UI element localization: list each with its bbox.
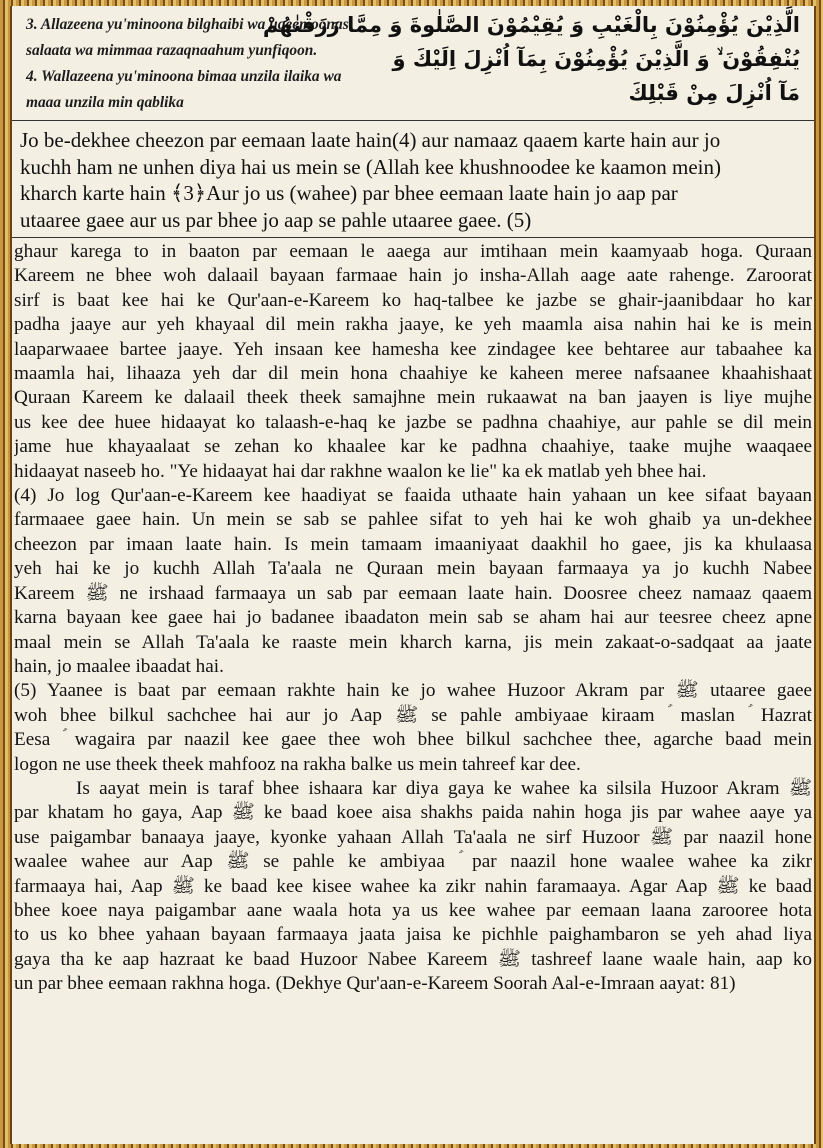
verse-header	[12, 6, 814, 121]
commentary-line: Is aayat mein is taraf bhee ishaara kar diya gaya ke wahee ka silsila Huzoor Akram ﷺ	[76, 777, 812, 799]
verse-translation-line: utaaree gaee aur us par bhee jo aap se pahle utaaree gaee. (5)	[20, 207, 532, 232]
commentary-line: farmaaee gaee hain. Un mein se sab se pahlee sifat to yeh hai ke woh ghaib ya un-dekhee	[14, 509, 812, 531]
commentary-block	[12, 238, 814, 997]
commentary-line: maal mein se Allah Ta'aala ke raaste mein kharch karna, jis mein zakaat-o-sadqaat aa jaate	[14, 631, 812, 653]
commentary-line: logon ne use theek theek mahfooz na rakha balke us mein tahreef kar dee.	[14, 753, 581, 775]
transliteration-line: 4. Wallazeena yu'minoona bimaa unzila ilaika wa	[26, 68, 342, 85]
commentary-line: Kareem ﷺ ne irshaad farmaaya un sab par eemaan laate hain. Doosree cheez namaaz qaaem	[14, 582, 812, 604]
commentary-line: us kee dee huee hidaayat ko talaash-e-haq ke jazbe se padhna chaahiye, aur pahle se dil mein	[14, 411, 812, 433]
commentary-line: use paigambar banaaya jaaye, kyonke yahaan Allah Ta'aala ne sirf Huzoor ﷺ par naazil hone	[14, 826, 812, 848]
transliteration-line: 3. Allazeena yu'minoona bilghaibi wa uqeemoonas	[26, 16, 349, 33]
page-sheet	[10, 6, 816, 1144]
commentary-line: karna bayaan kee gaee hai jo badanee ibaadaton mein sab se aham hai aur teesree cheez apne	[14, 607, 812, 629]
commentary-line: hain, jo maalee ibaadat hai.	[14, 655, 224, 677]
commentary-line: hidaayat naseeb ho. "Ye hidaayat hai dar rakhne waalon ke lie" ka ek matlab yeh bhee hai.	[14, 460, 707, 482]
arabic-verse-block	[262, 8, 800, 110]
arabic-verse-line: مَآ اُنْزِلَ مِنْ قَبْلِكَ	[628, 81, 800, 105]
commentary-line: to us ko bhee yahaan bayaan farmaaya jaata jaisa ke pichhle paighambaron se yeh ahad liya	[14, 924, 812, 946]
commentary-line: waalee wahee aur Aap ﷺ se pahle ke ambiyaa ؑ par naazil hone waalee wahee ka zikr	[14, 851, 812, 873]
transliteration-line: salaata wa mimmaa razaqnaahum yunfiqoon.	[26, 42, 318, 59]
commentary-line: maamla hai, lihaaza yeh dar dil mein hona chaahiye ke kaheen meree nafsaanee khaahishaat	[14, 363, 812, 385]
verse-translation-line: kharch karte hain ﴾3﴿Aur jo us (wahee) par bhee eemaan laate hain jo aap par	[20, 181, 678, 205]
commentary-line: bhee koee naya paigambar aane waala hota ya us kee wahee par eemaan laana zarooree hota	[14, 899, 812, 921]
commentary-line: par khatam ho gaya, Aap ﷺ ke baad koee aisa shakhs paida nahin hoga jis par wahee aaye ya	[14, 802, 812, 824]
commentary-line: farmaaya hai, Aap ﷺ ke baad kee kisee wahee ka zikr nahin faramaaya. Agar Aap ﷺ ke baad	[14, 875, 812, 897]
commentary-line: cheezon par imaan laate hain. Is mein tamaam imaaniyaat daakhil ho gaee, jis ka khulaasa	[14, 533, 812, 555]
commentary-line: (5) Yaanee is baat par eemaan rakhte hain ke jo wahee Huzoor Akram par ﷺ utaaree gaee	[14, 680, 812, 702]
commentary-line: sirf is baat kee hai ke Qur'aan-e-Kareem ko haq-talbee ke jazbe se ghair-jaanibdaar ho kar	[14, 289, 812, 311]
commentary-line: padha jaaye aur yeh khayaal dil mein rakha jaaye, ke yeh maamla aisa nahin hai ke is mein	[14, 314, 812, 336]
transliteration-line: maaa unzila min qablika	[26, 94, 184, 111]
verse-translation-line: Jo be-dekhee cheezon par eemaan laate hain(4) aur namaaz qaaem karte hain aur jo	[20, 128, 721, 152]
commentary-line: Kareem ne bhee woh dalaail bayaan farmaae hain jo insha-Allah aage aate rahenge. Zaroorat	[14, 265, 812, 287]
commentary-line: jame hue khayaalaat se zehan ko khaalee kar ke padhna chaahiye, taake mujhe waaqaee	[14, 436, 812, 458]
commentary-line: Eesa ؑ wagaira par naazil kee gaee thee woh bhee bilkul sachchee thee, agarche baad mein	[14, 729, 812, 751]
commentary-line: yeh hai ke jo kuchh Allah Ta'aala ne Quraan mein bayaan farmaaya ya jo kuchh Nabee	[14, 558, 812, 580]
arabic-verse-line: يُنْفِقُوْنَ ۙ وَ الَّذِيْنَ يُؤْمِنُوْنَ بِمَآ اُنْزِلَ اِلَيْكَ وَ	[392, 47, 800, 71]
commentary-line: un par bhee eemaan rakhna hoga. (Dekhye Qur'aan-e-Kareem Soorah Aal-e-Imraan aayat: 81)	[14, 973, 736, 995]
verse-translation-block	[12, 121, 814, 238]
commentary-line: ghaur karega to in baaton par eemaan le aaega aur imtihaan mein kaamyaab hoga. Quraan	[14, 241, 812, 262]
commentary-line: woh bhee bilkul sachchee hai aur jo Aap ﷺ se pahle ambiyaae kiraam ؑ maslan ؑ Hazrat	[14, 704, 812, 726]
commentary-line: gaya tha ke aap hazraat ke baad Huzoor Nabee Kareem ﷺ tashreef laane waale hain, aap ko	[14, 948, 812, 970]
verse-translation-line: kuchh ham ne unhen diya hai us mein se (Allah kee khushnoodee ke kaamon mein)	[20, 154, 721, 179]
commentary-line: laaparwaaee bartee jaaye. Yeh insaan kee hamesha kee zindagee kee behtaree aur tabaahee ka	[14, 338, 812, 360]
arabic-verse-line: الَّذِيْنَ يُؤْمِنُوْنَ بِالْغَيْبِ وَ يُقِيْمُوْنَ الصَّلٰوةَ وَ مِمَّا رَزَقْنٰهُمْ	[262, 13, 800, 37]
commentary-line: (4) Jo log Qur'aan-e-Kareem kee haadiyat se faaida uthaate hain yahaan un kee sifaat bayaan	[14, 485, 812, 507]
commentary-line: Quraan Kareem ke dalaail theek theek samajhne mein rukaawat na ban jaayen is liye mujhe	[14, 387, 812, 409]
